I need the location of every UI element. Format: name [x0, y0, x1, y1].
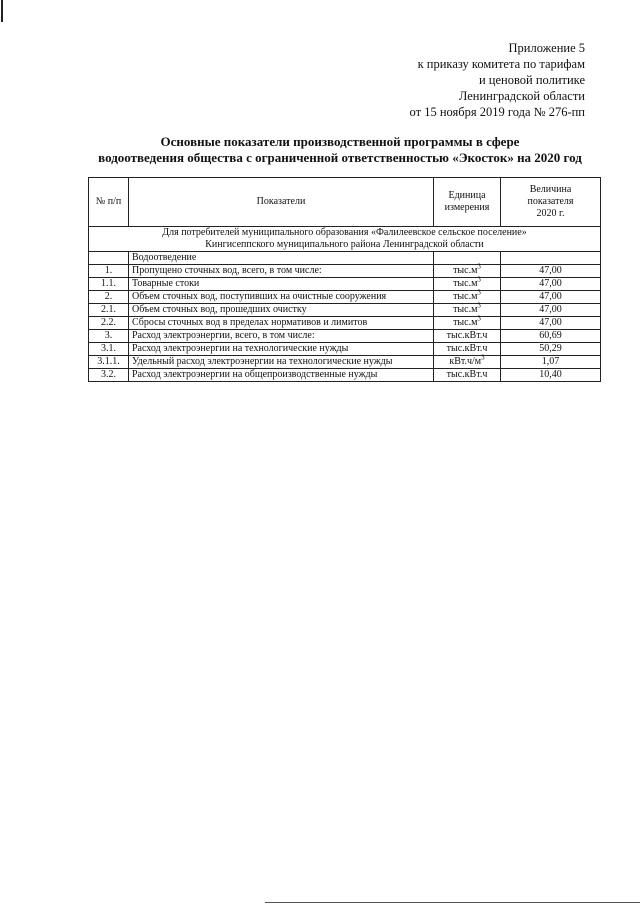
unit-superscript: 3: [477, 275, 481, 284]
header-value: [501, 178, 601, 227]
appendix-line: Приложение 5: [508, 41, 585, 55]
row-num: 3.1.: [89, 343, 129, 356]
unit-text: тыс.м: [453, 291, 478, 302]
scan-edge-mark: [1, 0, 3, 22]
row-indicator: Сбросы сточных вод в пределах нормативов и лимитов: [129, 317, 434, 330]
section-unit-cell: [434, 252, 501, 265]
row-num: 1.: [89, 265, 129, 278]
consumer-row: [89, 227, 601, 252]
table-row: [89, 343, 601, 356]
row-value: 47,00: [501, 317, 601, 330]
unit-text: тыс.м: [453, 317, 478, 328]
unit-text: тыс.м: [453, 304, 478, 315]
appendix-line: Ленинградской области: [458, 89, 585, 103]
unit-superscript: 3: [477, 301, 481, 310]
row-unit: [434, 301, 501, 317]
table-row: [89, 356, 601, 369]
table-row: [89, 317, 601, 330]
unit-superscript: 3: [477, 314, 481, 323]
title-line: Основные показатели производственной программы в сфере: [160, 134, 520, 149]
row-value: 10,40: [501, 369, 601, 382]
header-unit: [434, 178, 501, 227]
row-unit: [434, 353, 501, 369]
section-num-cell: [89, 252, 129, 265]
row-unit: [434, 262, 501, 278]
unit-text: кВт.ч/м: [449, 356, 482, 367]
table-row: [89, 304, 601, 317]
section-value-cell: [501, 252, 601, 265]
row-num: 2.2.: [89, 317, 129, 330]
unit-text: тыс.м: [453, 265, 478, 276]
row-indicator: Удельный расход электроэнергии на технологические нужды: [129, 356, 434, 369]
consumer-line: Для потребителей муниципального образования «Фалилеевское сельское поселение»: [162, 227, 527, 238]
unit-superscript: 3: [477, 262, 481, 271]
consumer-line: Кингисеппского муниципального района Ленинградской области: [205, 239, 484, 250]
row-num: 2.: [89, 291, 129, 304]
row-unit: [434, 369, 501, 382]
row-value: 47,00: [501, 291, 601, 304]
row-unit: [434, 275, 501, 291]
appendix-line: и ценовой политике: [478, 73, 585, 87]
row-num: 2.1.: [89, 304, 129, 317]
table-row: [89, 265, 601, 278]
document-title: [40, 134, 640, 166]
row-indicator: Расход электроэнергии на технологические нужды: [129, 343, 434, 356]
unit-superscript: 3: [481, 353, 485, 362]
row-unit: [434, 288, 501, 304]
row-value: 47,00: [501, 265, 601, 278]
row-indicator: Расход электроэнергии на общепроизводственные нужды: [129, 369, 434, 382]
indicators-table: [88, 177, 601, 382]
row-indicator: Товарные стоки: [129, 278, 434, 291]
section-label: Водоотведение: [129, 252, 434, 265]
appendix-line: от 15 ноября 2019 года № 276-пп: [409, 105, 585, 119]
unit-text: тыс.кВт.ч: [446, 369, 488, 380]
row-value: 47,00: [501, 278, 601, 291]
row-unit: [434, 314, 501, 330]
table-row: [89, 369, 601, 382]
row-indicator: Объем сточных вод, прошедших очистку: [129, 304, 434, 317]
unit-text: тыс.м: [453, 278, 478, 289]
header-unit-line: измерения: [444, 202, 490, 213]
unit-text: тыс.кВт.ч: [446, 330, 488, 341]
row-value: 50,29: [501, 343, 601, 356]
row-value: 1,07: [501, 356, 601, 369]
table-row: [89, 278, 601, 291]
unit-text: тыс.кВт.ч: [446, 343, 488, 354]
title-line: водоотведения общества с ограниченной ответственностью «Экосток» на 2020 год: [98, 150, 582, 165]
row-unit: [434, 343, 501, 356]
section-row: [89, 252, 601, 265]
row-indicator: Пропущено сточных вод, всего, в том числе:: [129, 265, 434, 278]
appendix-line: к приказу комитета по тарифам: [417, 57, 585, 71]
row-num: 3.2.: [89, 369, 129, 382]
row-indicator: Объем сточных вод, поступивших на очистные сооружения: [129, 291, 434, 304]
row-num: 1.1.: [89, 278, 129, 291]
row-value: 60,69: [501, 330, 601, 343]
table-header-row: [89, 178, 601, 227]
unit-superscript: 3: [477, 288, 481, 297]
header-value-line: показателя: [527, 196, 574, 207]
row-num: 3.: [89, 330, 129, 343]
header-unit-line: Единица: [448, 190, 486, 201]
consumer-cell: [89, 227, 601, 252]
table-row: [89, 291, 601, 304]
header-num: № п/п: [89, 178, 129, 227]
appendix-block: [410, 40, 585, 120]
header-value-line: 2020 г.: [536, 208, 565, 219]
row-unit: [434, 330, 501, 343]
scan-bottom-edge: [265, 902, 640, 903]
table-row: [89, 330, 601, 343]
row-value: 47,00: [501, 304, 601, 317]
row-indicator: Расход электроэнергии, всего, в том числе:: [129, 330, 434, 343]
header-indicator: Показатели: [129, 178, 434, 227]
header-value-line: Величина: [529, 184, 572, 195]
row-num: 3.1.1.: [89, 356, 129, 369]
